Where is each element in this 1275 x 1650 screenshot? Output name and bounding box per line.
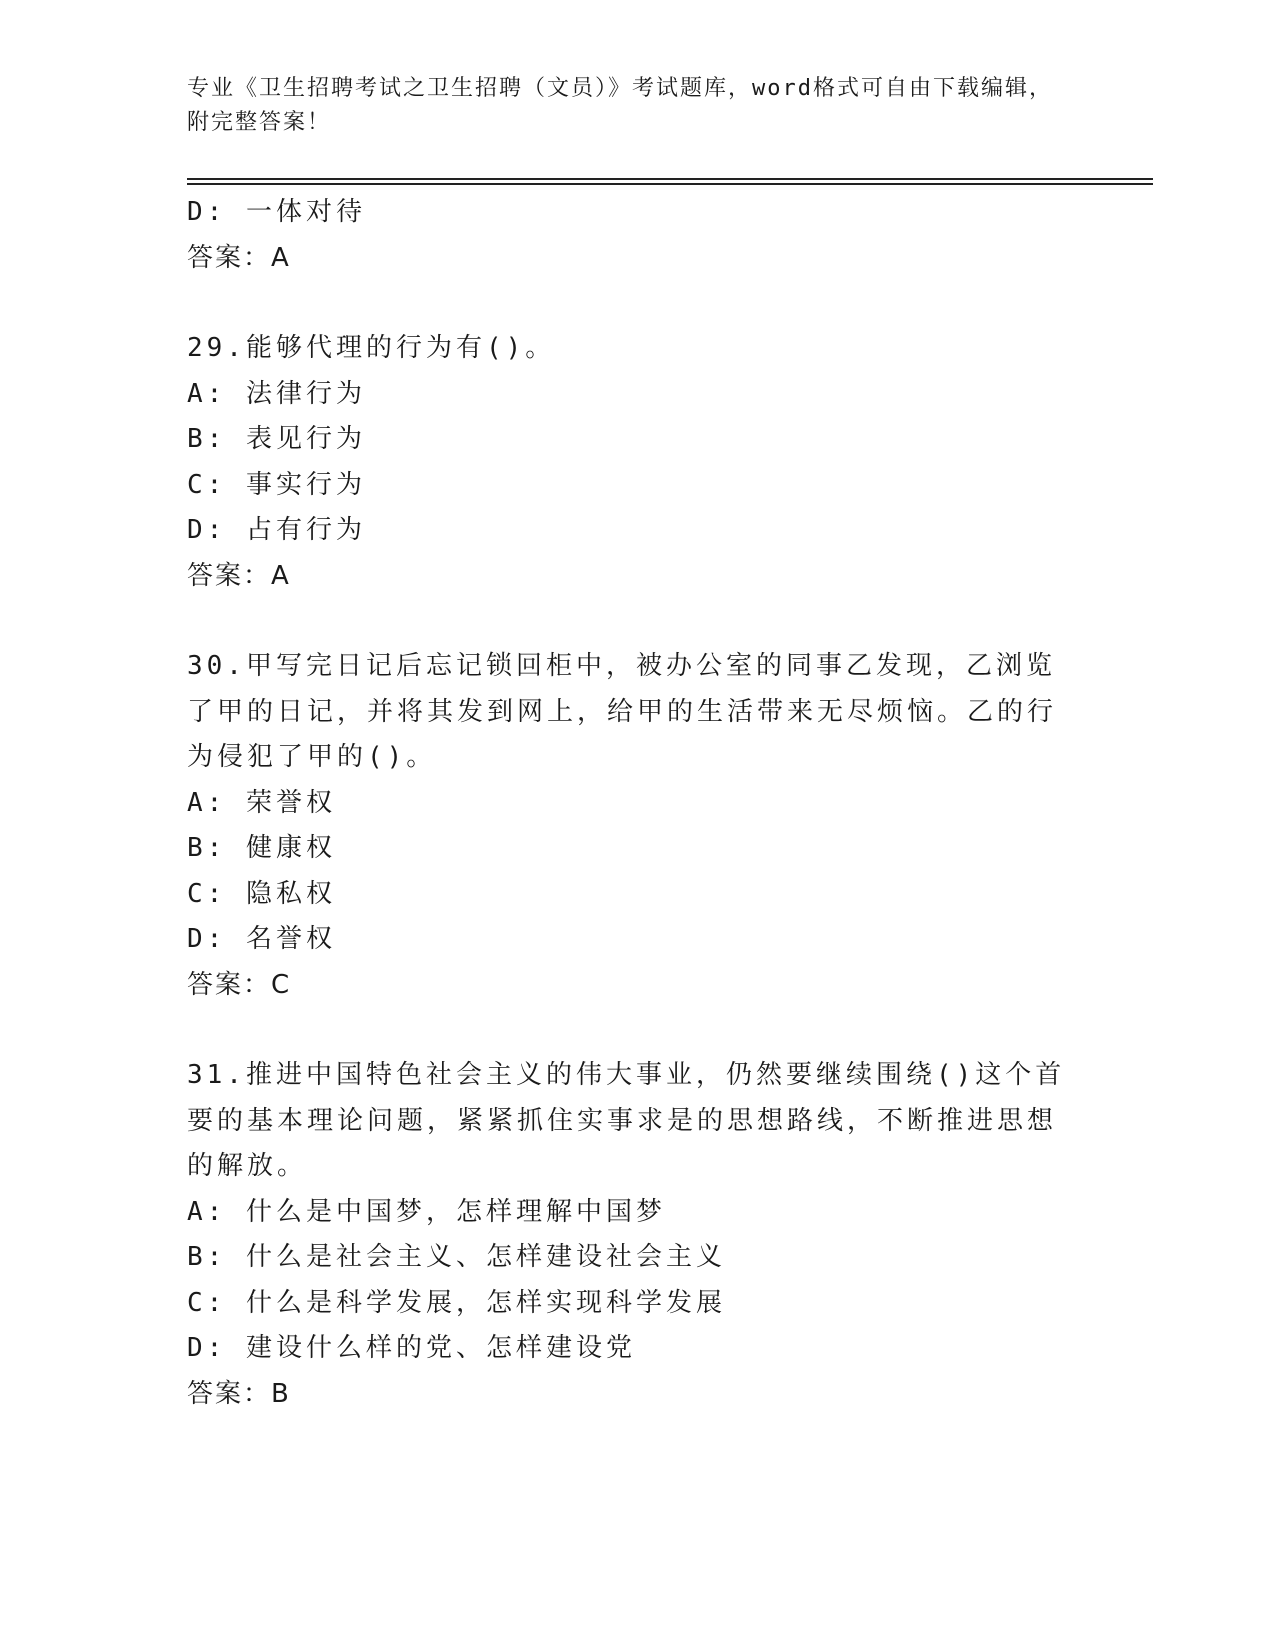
header-rule-top xyxy=(187,178,1153,180)
question-list xyxy=(187,190,1067,1417)
option-c: C: 什么是科学发展，怎样实现科学发展 xyxy=(187,1287,726,1318)
option-a: A: 荣誉权 xyxy=(187,787,336,818)
question-31 xyxy=(187,1053,1067,1417)
prev-option-d: D: 一体对待 xyxy=(187,197,366,227)
header-rule-bottom xyxy=(187,183,1153,185)
question-stem: 29.能够代理的行为有()。 xyxy=(187,333,556,363)
option-a: A: 什么是中国梦，怎样理解中国梦 xyxy=(187,1196,666,1227)
option-c: C: 事实行为 xyxy=(187,469,366,500)
spacer xyxy=(187,281,1067,326)
option-b: B: 什么是社会主义、怎样建设社会主义 xyxy=(187,1242,726,1272)
question-30 xyxy=(187,644,1067,1008)
spacer xyxy=(187,599,1067,644)
prev-answer: 答案：A xyxy=(187,242,291,273)
option-d: D: 占有行为 xyxy=(187,515,366,545)
option-d: D: 建设什么样的党、怎样建设党 xyxy=(187,1333,636,1363)
question-29 xyxy=(187,326,1067,599)
question-stem: 30.甲写完日记后忘记锁回柜中，被办公室的同事乙发现，乙浏览了甲的日记，并将其发到网上，给甲的生活带来无尽烦恼。乙的行为侵犯了甲的()。 xyxy=(187,651,1058,772)
option-b: B: 表见行为 xyxy=(187,424,366,454)
answer: 答案：A xyxy=(187,560,291,591)
answer: 答案：B xyxy=(187,1378,291,1409)
option-b: B: 健康权 xyxy=(187,833,336,863)
option-a: A: 法律行为 xyxy=(187,378,366,409)
spacer xyxy=(187,1008,1067,1053)
option-d: D: 名誉权 xyxy=(187,924,336,954)
option-c: C: 隐私权 xyxy=(187,878,336,909)
answer: 答案：C xyxy=(187,969,292,1000)
document-header: 专业《卫生招聘考试之卫生招聘（文员）》考试题库，word格式可自由下载编辑，附完整答案！ xyxy=(187,76,1053,135)
question-stem: 31.推进中国特色社会主义的伟大事业，仍然要继续围绕()这个首要的基本理论问题，紧紧抓住实事求是的思想路线，不断推进思想的解放。 xyxy=(187,1060,1066,1181)
